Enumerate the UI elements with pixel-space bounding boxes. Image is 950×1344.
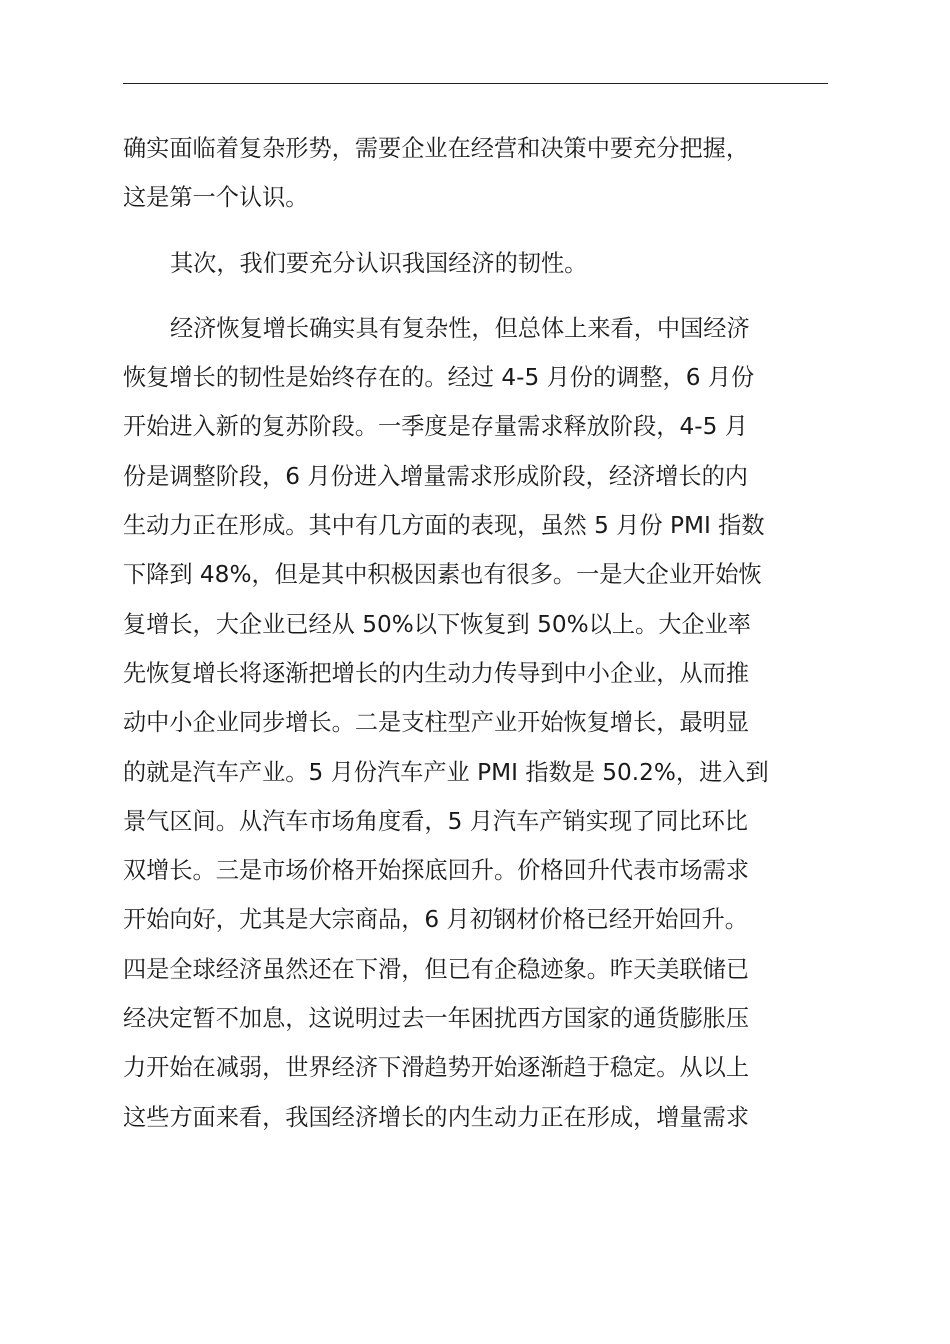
text-line: 份是调整阶段，6 月份进入增量需求形成阶段，经济增长的内 [123, 462, 748, 490]
text-line: 其次，我们要充分认识我国经济的韧性。 [170, 249, 588, 277]
text-line: 这些方面来看，我国经济增长的内生动力正在形成，增量需求 [123, 1103, 750, 1131]
paragraph-2 [123, 239, 828, 288]
text-line: 生动力正在形成。其中有几方面的表现，虽然 5 月份 PMI 指数 [123, 512, 765, 540]
text-line: 开始向好，尤其是大宗商品，6 月初钢材价格已经开始回升。 [123, 906, 748, 934]
document-body [123, 124, 828, 1142]
text-line: 经济恢复增长确实具有复杂性，但总体上来看，中国经济 [170, 314, 750, 342]
text-line: 这是第一个认识。 [123, 184, 309, 212]
text-line: 力开始在减弱，世界经济下滑趋势开始逐渐趋于稳定。从以上 [123, 1054, 750, 1082]
header-rule [123, 83, 828, 84]
text-line: 动中小企业同步增长。二是支柱型产业开始恢复增长，最明显 [123, 709, 750, 737]
text-line: 开始进入新的复苏阶段。一季度是存量需求释放阶段，4-5 月 [123, 413, 748, 441]
text-line: 恢复增长的韧性是始终存在的。经过 4-5 月份的调整，6 月份 [123, 364, 755, 392]
text-line: 先恢复增长将逐渐把增长的内生动力传导到中小企业，从而推 [123, 659, 750, 687]
text-line: 景气区间。从汽车市场角度看，5 月汽车产销实现了同比环比 [123, 807, 748, 835]
text-line: 双增长。三是市场价格开始探底回升。价格回升代表市场需求 [123, 857, 750, 885]
text-line: 确实面临着复杂形势，需要企业在经营和决策中要充分把握， [123, 135, 750, 162]
text-line: 复增长，大企业已经从 50%以下恢复到 50%以上。大企业率 [123, 610, 751, 638]
text-line: 的就是汽车产业。5 月份汽车产业 PMI 指数是 50.2%，进入到 [123, 758, 769, 786]
paragraph-1 [123, 124, 828, 223]
paragraph-3 [123, 304, 828, 1142]
text-line: 下降到 48%，但是其中积极因素也有很多。一是大企业开始恢 [123, 561, 762, 589]
text-line: 经决定暂不加息，这说明过去一年困扰西方国家的通货膨胀压 [123, 1005, 750, 1033]
text-line: 四是全球经济虽然还在下滑，但已有企稳迹象。昨天美联储已 [123, 955, 750, 983]
